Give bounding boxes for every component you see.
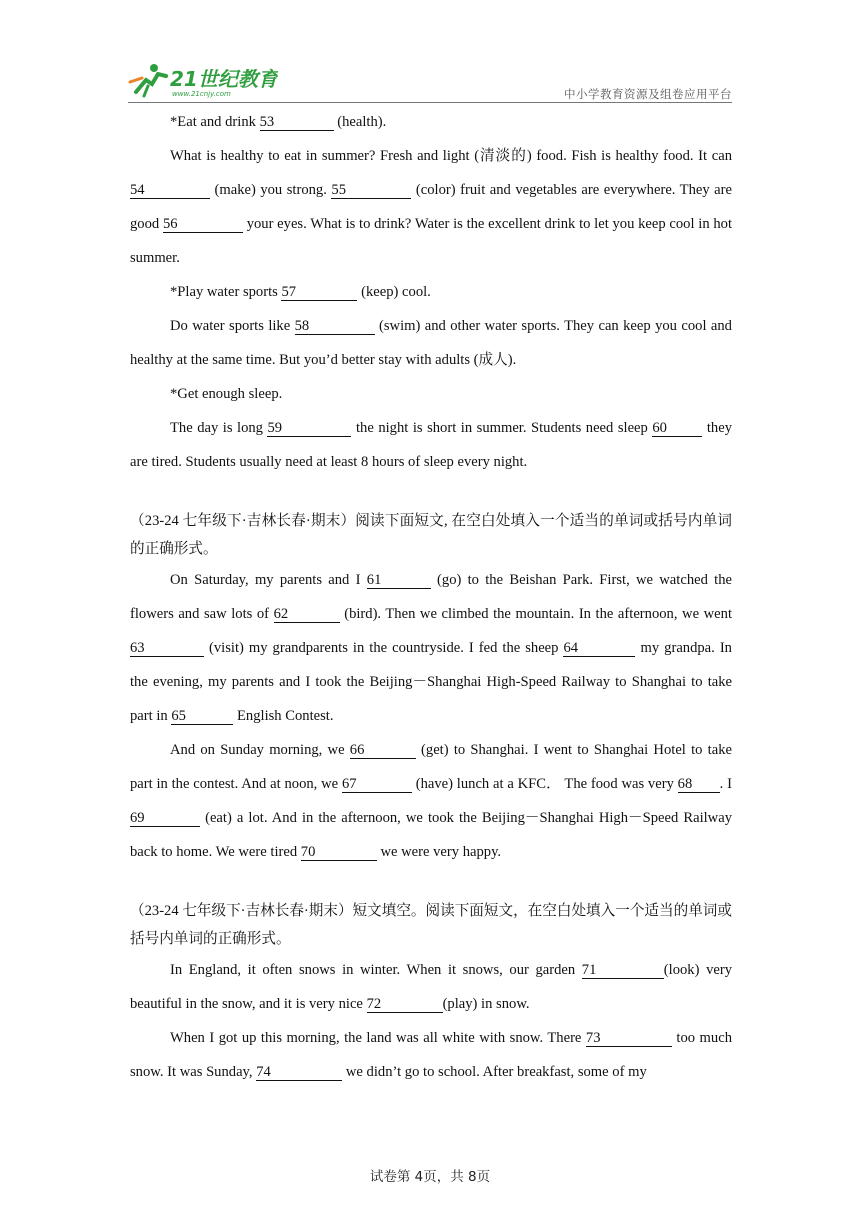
answer-blank-58[interactable]: 58: [295, 318, 375, 335]
site-logo: [128, 62, 278, 98]
paragraph-eat-drink: [130, 105, 732, 139]
text: (keep) cool.: [361, 284, 431, 300]
question-heading-3: （23-24 七年级下·吉林长春·期末）短文填空。阅读下面短文，在空白处填入一个适当的单词或括号内单词的正确形式。: [130, 903, 732, 947]
answer-blank-56[interactable]: 56: [163, 216, 243, 233]
text: (eat) a lot. And in the afternoon, we took the Beijing－Shanghai High－Speed Railway back to home. We were tired: [130, 810, 732, 860]
answer-blank-61[interactable]: 61: [367, 572, 431, 589]
paragraph-water-sports: [130, 309, 732, 377]
paragraph-sunday: [130, 733, 732, 869]
header-platform-text: 中小学教育资源及组卷应用平台: [564, 87, 732, 101]
paragraph-water-sports-title: [130, 275, 732, 309]
text: (swim) and other water sports. They can keep you cool and healthy at the same time. But you’d better stay with adults (成人).: [130, 318, 732, 368]
text: On Saturday, my parents and I: [170, 572, 361, 588]
exam-content: [130, 105, 732, 1089]
answer-blank-64[interactable]: 64: [563, 640, 635, 657]
text: (color) fruit and vegetables are everywhere. They are good: [130, 182, 732, 232]
text: (play) in snow.: [442, 996, 530, 1012]
answer-blank-70[interactable]: 70: [301, 844, 377, 861]
text: *Play water sports: [170, 284, 278, 300]
answer-blank-60[interactable]: 60: [652, 420, 702, 437]
answer-blank-67[interactable]: 67: [342, 776, 412, 793]
answer-blank-62[interactable]: 62: [274, 606, 340, 623]
answer-blank-71[interactable]: 71: [582, 962, 664, 979]
answer-blank-53[interactable]: 53: [260, 114, 334, 131]
answer-blank-55[interactable]: 55: [331, 182, 411, 199]
text: (health).: [337, 114, 387, 130]
text: *Get enough sleep.: [170, 386, 283, 402]
paragraph-sleep-title: [130, 377, 732, 411]
text: When I got up this morning, the land was all white with snow. There: [170, 1030, 582, 1046]
text: Do water sports like: [170, 318, 291, 334]
answer-blank-73[interactable]: 73: [586, 1030, 672, 1047]
answer-blank-57[interactable]: 57: [281, 284, 357, 301]
paragraph-saturday: [130, 563, 732, 733]
text: English Contest.: [237, 708, 334, 724]
answer-blank-74[interactable]: 74: [256, 1064, 342, 1081]
text: (look) very beautiful in the snow, and it is very nice: [130, 962, 733, 1012]
answer-blank-69[interactable]: 69: [130, 810, 200, 827]
text: we were very happy.: [380, 844, 502, 860]
text: And on Sunday morning, we: [170, 742, 345, 758]
page-footer: 试卷第 4页，共 8页: [369, 1169, 491, 1185]
text: (have) lunch at a KFC． The food was very: [415, 776, 674, 792]
text: *Eat and drink: [170, 114, 256, 130]
logo-url: www.21cnjy.com: [172, 90, 231, 98]
paragraph-this-morning: [130, 1021, 732, 1089]
text: (go) to the Beishan Park. First, we watched the flowers and saw lots of: [130, 572, 732, 622]
paragraph-healthy-food: [130, 139, 732, 275]
text: The day is long: [170, 420, 263, 436]
header-divider: [128, 102, 732, 103]
text: What is healthy to eat in summer? Fresh and light (清淡的) food. Fish is healthy food. It can: [170, 148, 732, 164]
logo-text: 21世纪教育: [170, 67, 278, 91]
text: (make) you strong.: [214, 182, 327, 198]
answer-blank-63[interactable]: 63: [130, 640, 204, 657]
paragraph-england-snow: [130, 953, 732, 1021]
text: (visit) my grandparents in the countryside. I fed the sheep: [209, 640, 559, 656]
question-heading-2: （23-24 七年级下·吉林长春·期末）阅读下面短文, 在空白处填入一个适当的单词或括号内单词的正确形式。: [130, 513, 732, 557]
answer-blank-68[interactable]: 68: [678, 776, 720, 793]
text: the night is short in summer. Students need sleep: [356, 420, 648, 436]
text: . I: [719, 776, 732, 792]
answer-blank-65[interactable]: 65: [171, 708, 233, 725]
text: too much snow. It was Sunday,: [130, 1030, 732, 1080]
answer-blank-72[interactable]: 72: [367, 996, 443, 1013]
answer-blank-59[interactable]: 59: [267, 420, 351, 437]
text: we didn’t go to school. After breakfast, some of my: [345, 1064, 647, 1080]
answer-blank-66[interactable]: 66: [350, 742, 416, 759]
answer-blank-54[interactable]: 54: [130, 182, 210, 199]
text: In England, it often snows in winter. When it snows, our garden: [170, 962, 576, 978]
text: your eyes. What is to drink? Water is the excellent drink to let you keep cool in hot summer.: [130, 216, 733, 266]
text: (get) to Shanghai. I went to Shanghai Hotel to take part in the contest. And at noon, we: [130, 742, 732, 792]
text: my grandpa. In the evening, my parents and I took the Beijing－Shanghai High-Speed Railway to Shanghai to take part in: [130, 640, 732, 724]
text: they are tired. Students usually need at least 8 hours of sleep every night.: [130, 420, 732, 470]
page-header: [128, 62, 732, 102]
paragraph-sleep: [130, 411, 732, 479]
text: (bird). Then we climbed the mountain. In the afternoon, we went: [344, 606, 733, 622]
